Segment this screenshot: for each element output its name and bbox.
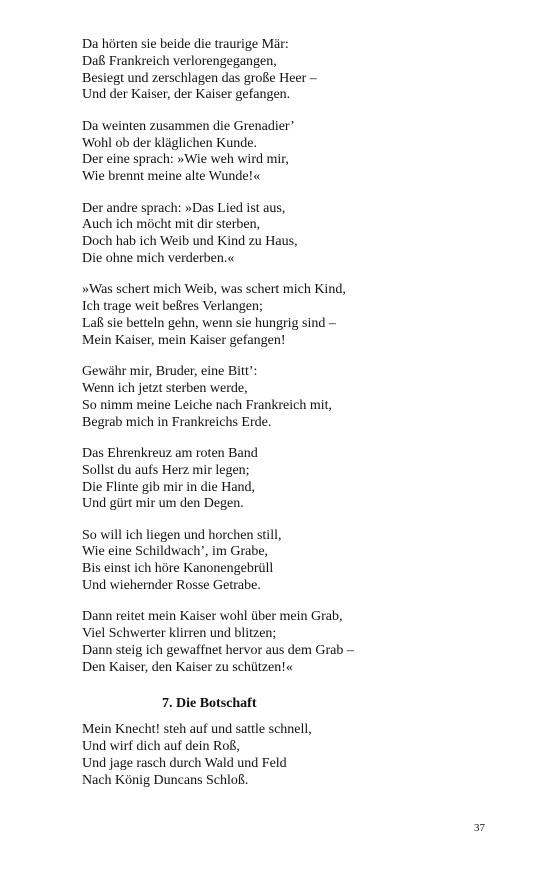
section-stanza-1 xyxy=(82,722,502,789)
poem-line: Dann reitet mein Kaiser wohl über mein Grab, xyxy=(82,609,343,625)
poem-line: Wohl ob der kläglichen Kunde. xyxy=(82,135,257,151)
stanza-2 xyxy=(82,119,502,186)
stanza-4 xyxy=(82,282,502,349)
poem-line: Und der Kaiser, der Kaiser gefangen. xyxy=(82,87,291,103)
stanza-8 xyxy=(82,609,502,676)
poem-line: Und wiehernder Rosse Getrabe. xyxy=(82,578,261,594)
poem-line: Und wirf dich auf dein Roß, xyxy=(82,739,240,755)
poem-line: Der andre sprach: »Das Lied ist aus, xyxy=(82,200,286,216)
stanza-7 xyxy=(82,528,502,595)
poem-line: Ich trage weit beßres Verlangen; xyxy=(82,299,263,315)
poem-line: So will ich liegen und horchen still, xyxy=(82,527,282,543)
poem-line: Mein Knecht! steh auf und sattle schnell, xyxy=(82,722,312,738)
poem-line: Auch ich möcht mit dir sterben, xyxy=(82,217,261,233)
stanza-3 xyxy=(82,201,502,268)
poem-line: Wenn ich jetzt sterben werde, xyxy=(82,380,248,396)
stanza-6 xyxy=(82,446,502,513)
poem-line: Doch hab ich Weib und Kind zu Haus, xyxy=(82,234,298,250)
poem-line: Den Kaiser, den Kaiser zu schützen!« xyxy=(82,659,293,675)
poem-line: Da weinten zusammen die Grenadier’ xyxy=(82,118,295,134)
poem-line: Da hörten sie beide die traurige Mär: xyxy=(82,37,289,52)
poem-line: So nimm meine Leiche nach Frankreich mit, xyxy=(82,397,332,413)
poem-line: Die Flinte gib mir in die Hand, xyxy=(82,479,256,495)
stanza-5 xyxy=(82,364,502,431)
poem-line: Und jage rasch durch Wald und Feld xyxy=(82,756,287,772)
poem-line: Bis einst ich höre Kanonengebrüll xyxy=(82,561,274,577)
poem-line: Wie eine Schildwach’, im Grabe, xyxy=(82,544,269,560)
poem-line: Begrab mich in Frankreichs Erde. xyxy=(82,414,272,430)
poem-line: Nach König Duncans Schloß. xyxy=(82,772,249,788)
poem-line: Und gürt mir um den Degen. xyxy=(82,496,244,512)
stanza-1 xyxy=(82,37,502,104)
poem-text xyxy=(82,37,502,804)
poem-line: Mein Kaiser, mein Kaiser gefangen! xyxy=(82,332,286,348)
poem-line: Besiegt und zerschlagen das große Heer – xyxy=(82,70,317,86)
poem-line: Gewähr mir, Bruder, eine Bitt’: xyxy=(82,364,258,380)
poem-line: Das Ehrenkreuz am roten Band xyxy=(82,445,258,461)
poem-line: Daß Frankreich verlorengegangen, xyxy=(82,53,277,69)
poem-line: Die ohne mich verderben.« xyxy=(82,250,235,266)
poem-line: Wie brennt meine alte Wunde!« xyxy=(82,169,261,185)
poem-line: Der eine sprach: »Wie weh wird mir, xyxy=(82,152,289,168)
poem-line: Laß sie betteln gehn, wenn sie hungrig sind – xyxy=(82,315,336,331)
poem-line: Dann steig ich gewaffnet hervor aus dem Grab – xyxy=(82,643,354,659)
section-heading: 7. Die Botschaft xyxy=(162,695,257,711)
poem-line: Viel Schwerter klirren und blitzen; xyxy=(82,626,277,642)
poem-line: Sollst du aufs Herz mir legen; xyxy=(82,462,250,478)
page-number: 37 xyxy=(474,822,485,834)
poem-line: »Was schert mich Weib, was schert mich Kind, xyxy=(82,282,346,298)
